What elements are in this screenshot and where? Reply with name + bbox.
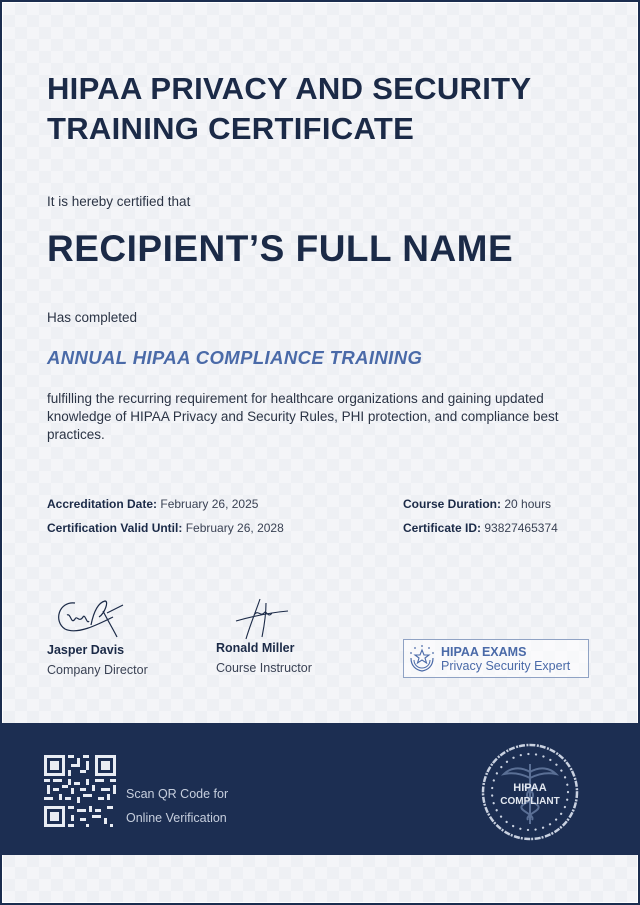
duration-value: 20 hours — [504, 497, 552, 511]
seal-line-1: HIPAA — [513, 782, 547, 794]
signer-role: Course Instructor — [216, 661, 312, 675]
course-name: ANNUAL HIPAA COMPLIANCE TRAINING — [47, 347, 423, 368]
hands-star-icon — [408, 644, 436, 674]
signature-icon — [216, 595, 296, 641]
title-line-2: TRAINING CERTIFICATE — [47, 111, 415, 146]
seal-line-2: COMPLIANT — [500, 796, 560, 807]
recipient-name: RECIPIENT’S FULL NAME — [47, 228, 514, 269]
signature-icon — [47, 595, 127, 643]
valid-until — [47, 521, 284, 535]
title-line-1: HIPAA PRIVACY AND SECURITY — [47, 71, 532, 106]
certificate-title — [47, 69, 617, 149]
certified-text: It is hereby certified that — [47, 194, 191, 209]
signer-name: Jasper Davis — [47, 643, 125, 657]
valid-until-label: Certification Valid Until: — [47, 521, 183, 535]
completed-text: Has completed — [47, 310, 138, 325]
badge-subtitle: Privacy Security Expert — [441, 658, 571, 673]
signature-block-instructor — [216, 595, 312, 675]
certificate-id — [403, 521, 558, 535]
id-label: Certificate ID: — [403, 521, 482, 535]
scan-line-2: Online Verification — [126, 811, 227, 825]
duration-label: Course Duration: — [403, 497, 502, 511]
signer-name: Ronald Miller — [216, 641, 295, 655]
signer-role: Company Director — [47, 663, 148, 677]
hipaa-compliant-seal — [480, 742, 580, 842]
accreditation-value: February 26, 2025 — [160, 497, 259, 511]
signature-block-director — [47, 595, 148, 677]
qr-verification-text — [126, 782, 228, 830]
accreditation-label: Accreditation Date: — [47, 497, 158, 511]
valid-until-value: February 26, 2028 — [185, 521, 284, 535]
qr-code-icon[interactable] — [44, 755, 116, 827]
hipaa-exams-badge — [403, 639, 589, 678]
course-duration — [403, 497, 551, 511]
scan-line-1: Scan QR Code for — [126, 787, 229, 801]
id-value: 93827465374 — [484, 521, 558, 535]
accreditation-date — [47, 497, 258, 511]
caduceus-icon — [504, 764, 556, 824]
badge-title: HIPAA EXAMS — [441, 644, 527, 659]
course-description: fulfilling the recurring requirement for healthcare organizations and gaining updated knowledge of HIPAA Privacy and Security Rules, PHI protection, and compliance best practices. — [47, 391, 559, 442]
